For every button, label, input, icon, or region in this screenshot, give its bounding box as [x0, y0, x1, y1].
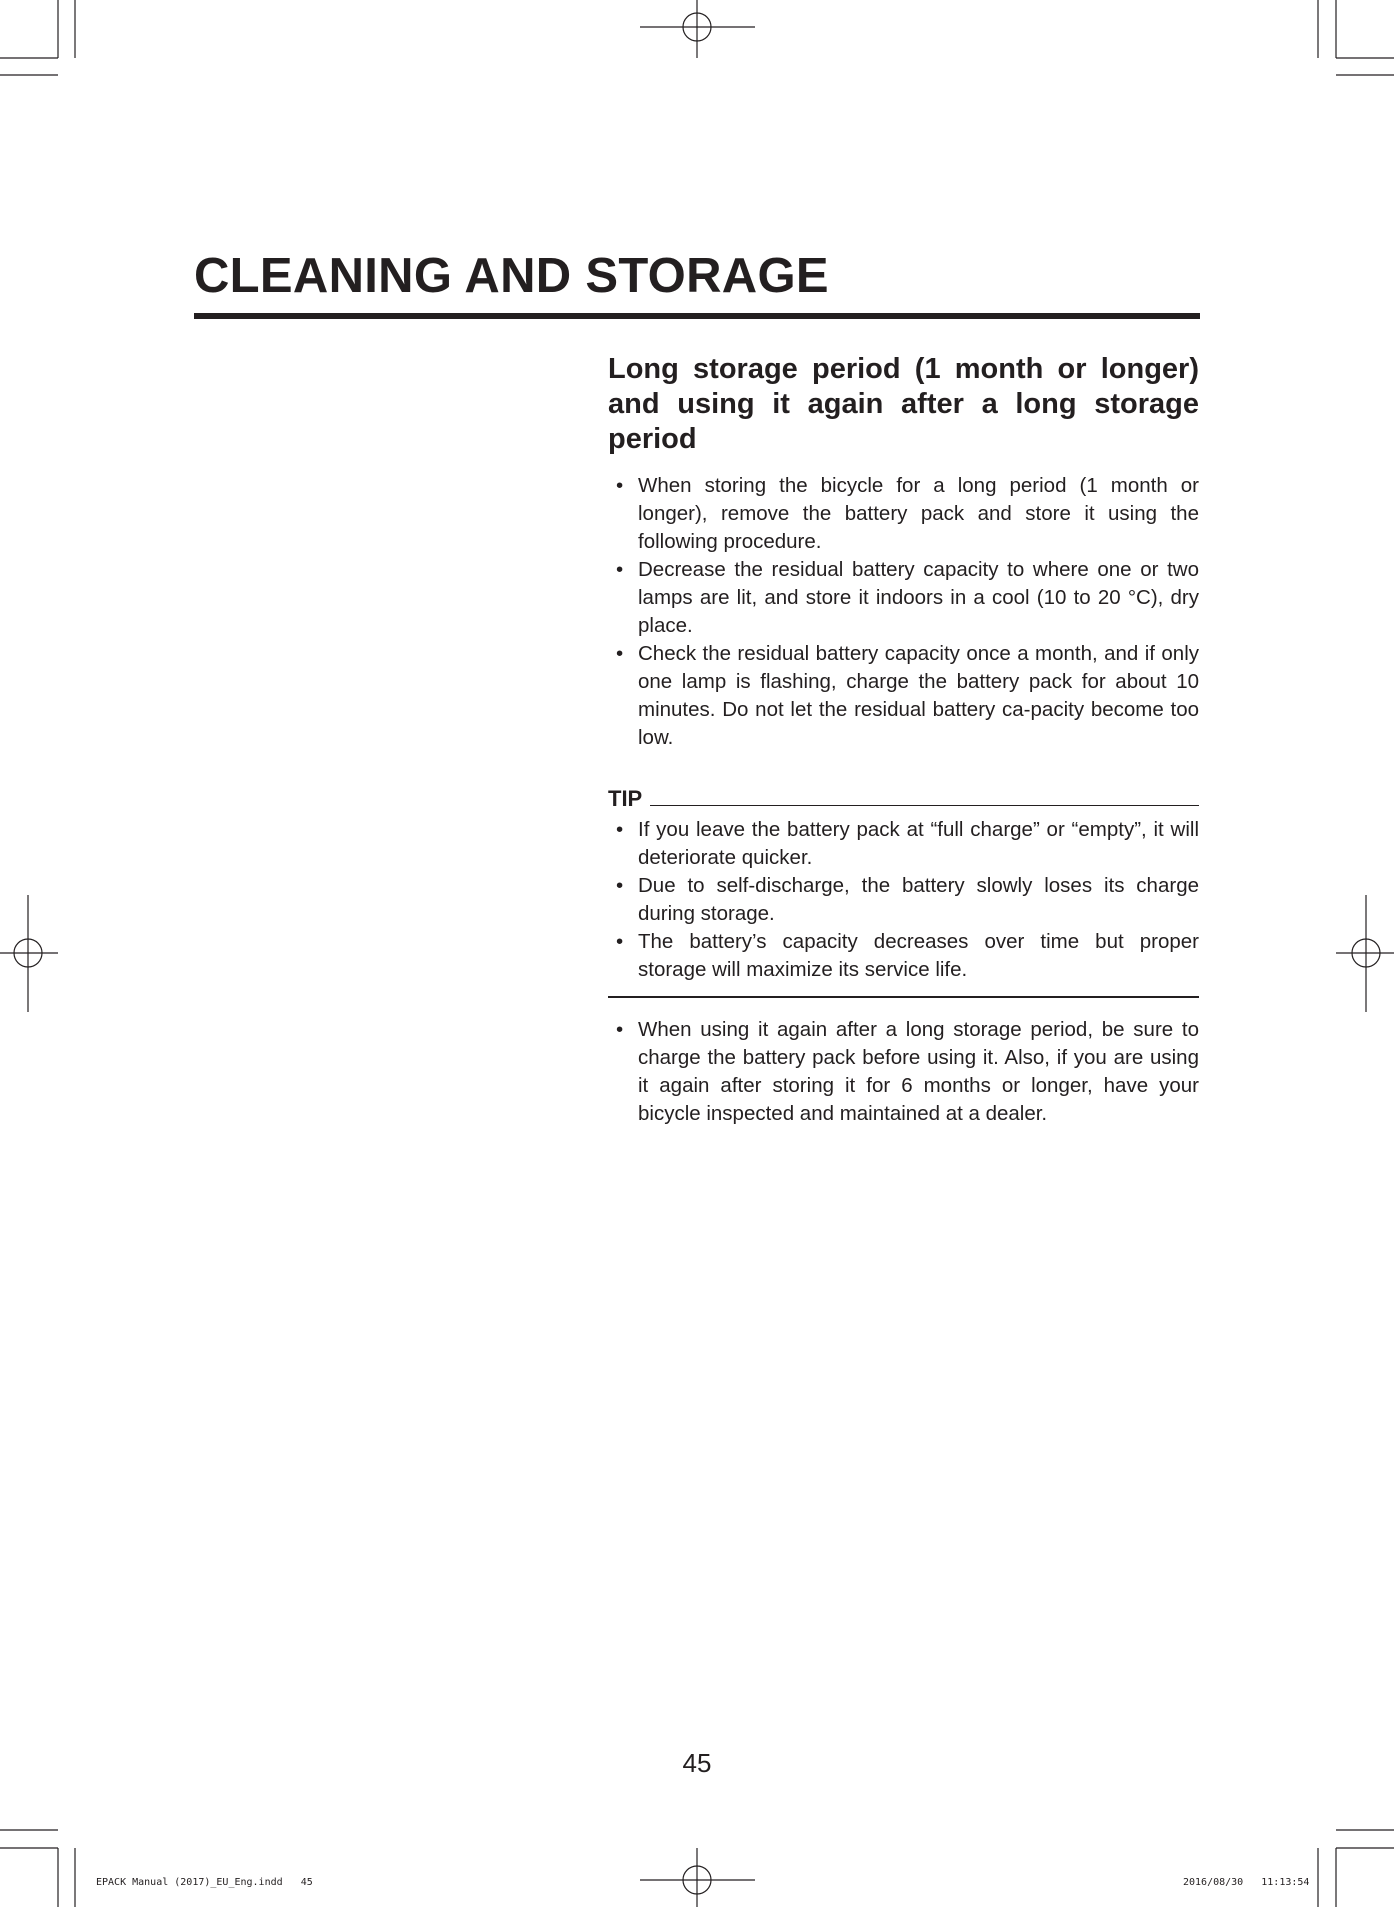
bullet-dot: •	[616, 1017, 624, 1041]
content-column	[608, 352, 1199, 1128]
print-slug-timestamp: 2016/08/30 11:13:54	[1183, 1877, 1310, 1888]
list-item-text: When storing the bicycle for a long period (1 month or longer), remove the battery pack and store it using the following procedure.	[638, 474, 1199, 553]
bullet-dot: •	[616, 642, 624, 665]
tip-header	[608, 782, 1199, 812]
print-slug-filename: EPACK Manual (2017)_EU_Eng.indd 45	[96, 1877, 313, 1888]
list-item-text: If you leave the battery pack at “full charge” or “empty”, it will deteriorate quicker.	[638, 818, 1199, 869]
list-item	[608, 556, 1199, 640]
list-item	[608, 1016, 1199, 1128]
chapter-title-rule	[194, 313, 1200, 319]
bullet-dot: •	[616, 558, 624, 581]
list-item	[608, 472, 1199, 556]
tip-label: TIP	[608, 786, 643, 811]
list-item-text: When using it again after a long storage period, be sure to charge the battery pack before using it. Also, if you are using it again after storing it for 6 months or longer, have your bicycle inspected and maintained at a dealer.	[638, 1017, 1199, 1125]
bullet-dot: •	[616, 474, 624, 497]
bullet-dot: •	[616, 930, 624, 953]
bullet-dot: •	[616, 874, 624, 897]
list-item-text: Due to self-discharge, the battery slowly loses its charge during storage.	[638, 874, 1199, 925]
tip-header-rule	[650, 805, 1199, 807]
list-item	[608, 928, 1199, 984]
list-item	[608, 816, 1199, 872]
tip-end-rule	[608, 996, 1199, 998]
page-number: 45	[682, 1748, 712, 1778]
tip-bullet-list	[608, 816, 1199, 984]
bullet-dot: •	[616, 818, 624, 841]
tip-box	[608, 782, 1199, 998]
chapter-title: CLEANING AND STORAGE	[194, 249, 829, 303]
reuse-bullet-list	[608, 1016, 1199, 1128]
list-item-text: Decrease the residual battery capacity to where one or two lamps are lit, and store it indoors in a cool (10 to 20 °C), dry place.	[638, 558, 1199, 637]
storage-bullet-list	[608, 472, 1199, 752]
list-item	[608, 640, 1199, 752]
section-heading: Long storage period (1 month or longer) and using it again after a long storage period	[608, 353, 1199, 455]
list-item-text: Check the residual battery capacity once a month, and if only one lamp is flashing, charge the battery pack for about 10 minutes. Do not let the residual battery ca-pacity become too low.	[638, 642, 1199, 749]
list-item	[608, 872, 1199, 928]
list-item-text: The battery’s capacity decreases over time but proper storage will maximize its service life.	[638, 930, 1199, 981]
